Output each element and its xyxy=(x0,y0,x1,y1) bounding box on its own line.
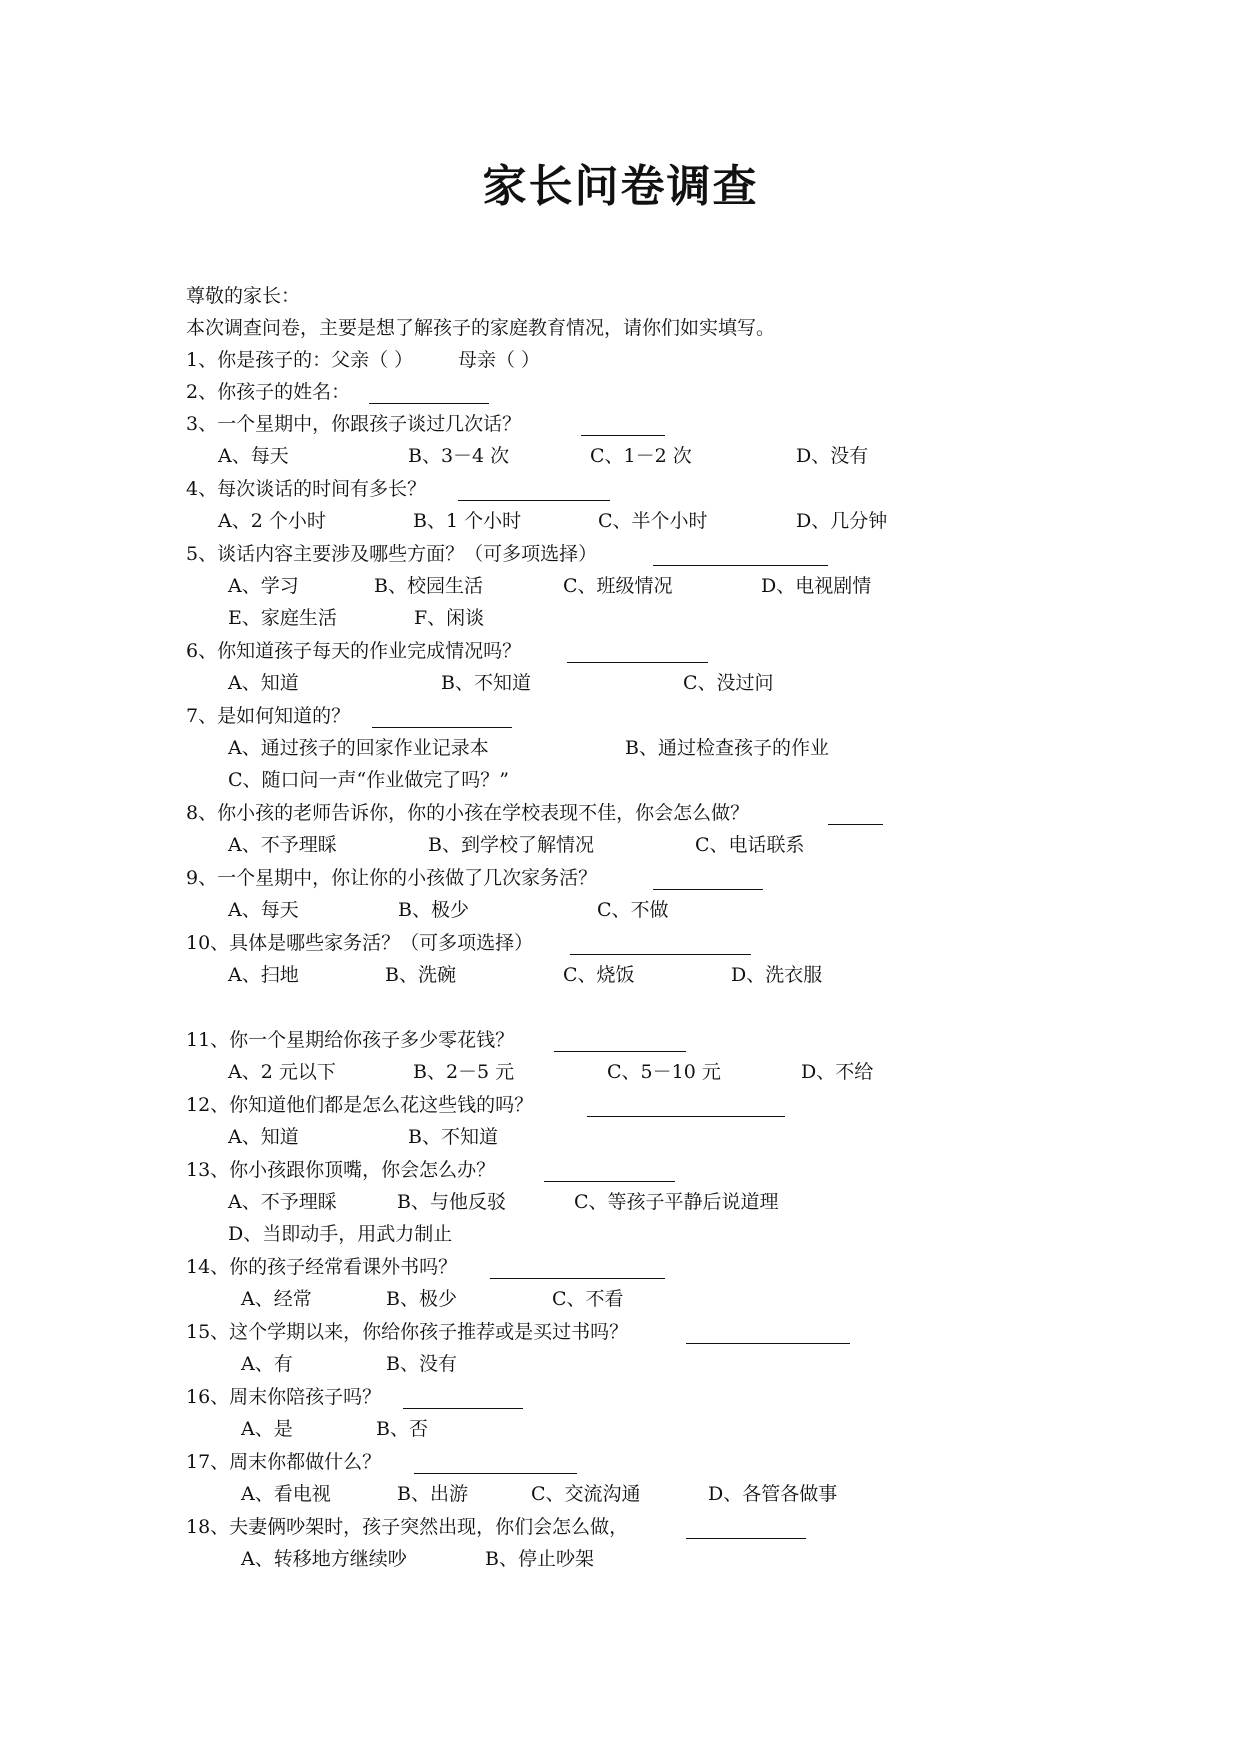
question-11: 11、你一个星期给你孩子多少零花钱？ xyxy=(186,1029,515,1051)
option: C、电话联系 xyxy=(695,834,805,856)
option: D、不给 xyxy=(801,1061,874,1083)
answer-blank-5[interactable] xyxy=(653,565,828,566)
answer-blank-12[interactable] xyxy=(587,1116,785,1117)
option: B、不知道 xyxy=(408,1126,498,1148)
page-title: 家长问卷调查 xyxy=(482,161,759,212)
option: A、转移地方继续吵 xyxy=(241,1548,407,1570)
option: B、停止吵架 xyxy=(485,1548,594,1570)
option: B、校园生活 xyxy=(374,575,483,597)
option: C、随口问一声“作业做完了吗？” xyxy=(228,769,509,791)
answer-blank-16[interactable] xyxy=(403,1408,523,1409)
option: B、极少 xyxy=(398,899,469,921)
intro-text: 本次调查问卷，主要是想了解孩子的家庭教育情况，请你们如实填写。 xyxy=(186,317,776,339)
option: A、每天 xyxy=(228,899,299,921)
answer-blank-8[interactable] xyxy=(828,824,883,825)
answer-blank-2[interactable] xyxy=(369,403,489,404)
option: A、不予理睬 xyxy=(228,1191,337,1213)
answer-blank-3[interactable] xyxy=(581,435,665,436)
answer-blank-7[interactable] xyxy=(372,727,512,728)
option: A、2 个小时 xyxy=(218,510,326,532)
option: B、3－4 次 xyxy=(408,445,510,467)
option: A、看电视 xyxy=(241,1483,331,1505)
option: D、当即动手，用武力制止 xyxy=(228,1223,453,1245)
option: C、5－10 元 xyxy=(607,1061,721,1083)
question-2: 2、你孩子的姓名： xyxy=(186,381,351,403)
answer-blank-10[interactable] xyxy=(570,954,751,955)
greeting: 尊敬的家长： xyxy=(186,285,301,307)
option: A、不予理睬 xyxy=(228,834,337,856)
question-17: 17、周末你都做什么？ xyxy=(186,1451,382,1473)
option: D、各管各做事 xyxy=(708,1483,838,1505)
answer-blank-18[interactable] xyxy=(686,1538,806,1539)
question-7: 7、是如何知道的？ xyxy=(186,705,351,727)
option: B、通过检查孩子的作业 xyxy=(625,737,829,759)
option: C、不做 xyxy=(597,899,669,921)
option: C、烧饭 xyxy=(563,964,635,986)
option: C、交流沟通 xyxy=(531,1483,641,1505)
option: A、是 xyxy=(241,1418,293,1440)
question-1-mother: 母亲（ ） xyxy=(458,349,541,371)
option: B、到学校了解情况 xyxy=(428,834,594,856)
option: A、知道 xyxy=(228,672,299,694)
answer-blank-17[interactable] xyxy=(414,1473,577,1474)
option: B、否 xyxy=(376,1418,428,1440)
question-10: 10、具体是哪些家务活？（可多项选择） xyxy=(186,932,534,954)
option: E、家庭生活 xyxy=(228,607,337,629)
option: A、2 元以下 xyxy=(228,1061,336,1083)
answer-blank-4[interactable] xyxy=(458,500,610,501)
option: F、闲谈 xyxy=(414,607,485,629)
option: A、经常 xyxy=(241,1288,312,1310)
answer-blank-15[interactable] xyxy=(686,1343,850,1344)
option: A、有 xyxy=(241,1353,293,1375)
answer-blank-13[interactable] xyxy=(544,1181,675,1182)
option: B、洗碗 xyxy=(385,964,456,986)
option: C、半个小时 xyxy=(598,510,708,532)
question-8: 8、你小孩的老师告诉你，你的小孩在学校表现不佳，你会怎么做？ xyxy=(186,802,750,824)
answer-blank-11[interactable] xyxy=(554,1051,686,1052)
option: B、2－5 元 xyxy=(413,1061,515,1083)
question-16: 16、周末你陪孩子吗？ xyxy=(186,1386,382,1408)
option: C、1－2 次 xyxy=(590,445,692,467)
answer-blank-9[interactable] xyxy=(653,889,763,890)
question-14: 14、你的孩子经常看课外书吗？ xyxy=(186,1256,458,1278)
option: B、与他反驳 xyxy=(397,1191,506,1213)
option: A、扫地 xyxy=(228,964,299,986)
option: B、没有 xyxy=(386,1353,457,1375)
option: A、学习 xyxy=(228,575,299,597)
question-5: 5、谈话内容主要涉及哪些方面？（可多项选择） xyxy=(186,543,598,565)
option: C、没过问 xyxy=(683,672,774,694)
option: A、每天 xyxy=(218,445,289,467)
question-9: 9、一个星期中，你让你的小孩做了几次家务活？ xyxy=(186,867,598,889)
option: A、知道 xyxy=(228,1126,299,1148)
option: B、极少 xyxy=(386,1288,457,1310)
option: D、没有 xyxy=(796,445,869,467)
question-3: 3、一个星期中，你跟孩子谈过几次话？ xyxy=(186,413,522,435)
question-6: 6、你知道孩子每天的作业完成情况吗？ xyxy=(186,640,522,662)
option: C、等孩子平静后说道理 xyxy=(574,1191,779,1213)
option: D、洗衣服 xyxy=(731,964,823,986)
option: B、1 个小时 xyxy=(413,510,522,532)
option: C、不看 xyxy=(552,1288,624,1310)
option: A、通过孩子的回家作业记录本 xyxy=(228,737,489,759)
question-15: 15、这个学期以来，你给你孩子推荐或是买过书吗？ xyxy=(186,1321,629,1343)
question-4: 4、每次谈话的时间有多长？ xyxy=(186,478,427,500)
question-1: 1、你是孩子的：父亲（ ） xyxy=(186,349,414,371)
question-12: 12、你知道他们都是怎么花这些钱的吗？ xyxy=(186,1094,534,1116)
option: D、几分钟 xyxy=(796,510,888,532)
answer-blank-6[interactable] xyxy=(567,662,708,663)
option: B、出游 xyxy=(397,1483,468,1505)
option: C、班级情况 xyxy=(563,575,673,597)
answer-blank-14[interactable] xyxy=(490,1278,665,1279)
question-18: 18、夫妻俩吵架时，孩子突然出现，你们会怎么做， xyxy=(186,1516,629,1538)
option: B、不知道 xyxy=(441,672,531,694)
option: D、电视剧情 xyxy=(761,575,872,597)
question-13: 13、你小孩跟你顶嘴，你会怎么办？ xyxy=(186,1159,496,1181)
